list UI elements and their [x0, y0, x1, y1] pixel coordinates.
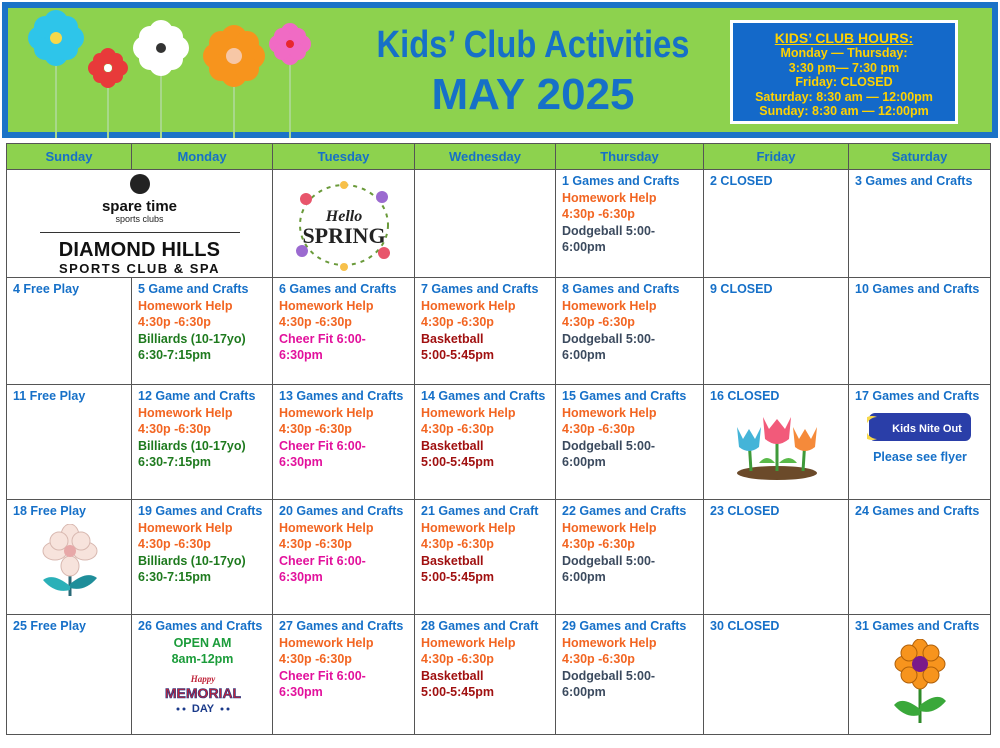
- day-title: 24 Games and Crafts: [855, 504, 980, 518]
- hours-box: [730, 20, 958, 124]
- club-logo: [7, 170, 273, 278]
- hours-heading: KIDS’ CLUB HOURS:: [774, 30, 914, 46]
- activity-dodgeball: Dodgeball 5:00-: [562, 553, 656, 568]
- kids-nite-out-label: Kids Nite Out: [892, 422, 962, 435]
- day-cell-28: [415, 615, 556, 735]
- activity-homework: Homework Help: [279, 405, 374, 420]
- activity-homework: Homework Help: [279, 298, 374, 313]
- day-title: 16 CLOSED: [710, 389, 780, 403]
- weekday-header: Tuesday: [273, 144, 415, 170]
- activity-time: 6:00pm: [562, 685, 606, 700]
- brand-subtitle: sports clubs: [115, 213, 164, 224]
- day-title: 25 Free Play: [13, 619, 86, 633]
- activity-homework: Homework Help: [562, 405, 657, 420]
- tulips-icon: [729, 409, 825, 481]
- activity-homework: Homework Help: [138, 298, 233, 313]
- activity-time: 4:30p -6:30p: [138, 537, 211, 552]
- activity-time: 6:00pm: [562, 348, 606, 363]
- activity-time: 5:00-5:45pm: [421, 685, 494, 700]
- activity-time: 4:30p -6:30p: [279, 652, 352, 667]
- day-title: 28 Games and Craft: [421, 619, 539, 633]
- day-cell-8: [556, 278, 704, 385]
- day-title: 12 Game and Crafts: [138, 389, 256, 403]
- day-cell-23: [704, 500, 849, 615]
- memorial-day-word: DAY: [191, 702, 214, 715]
- activity-time: 4:30p -6:30p: [562, 422, 635, 437]
- day-title: 17 Games and Crafts: [855, 389, 980, 403]
- svg-text:SPRING: SPRING: [302, 223, 386, 248]
- activity-billiards: Billiards (10-17yo): [138, 553, 246, 568]
- activity-time: 4:30p -6:30p: [421, 537, 494, 552]
- day-cell-25: [7, 615, 132, 735]
- hours-line: Sunday: 8:30 am — 12:00pm: [759, 104, 929, 118]
- activity-homework: Homework Help: [421, 635, 516, 650]
- day-title: 15 Games and Crafts: [562, 389, 687, 403]
- club-name: DIAMOND HILLS: [58, 238, 221, 261]
- kids-nite-out-icon: [867, 409, 973, 445]
- hours-line: Saturday: 8:30 am — 12:00pm: [755, 89, 933, 104]
- day-cell-2: [704, 170, 849, 278]
- day-cell-11: [7, 385, 132, 500]
- activity-homework: Homework Help: [562, 298, 657, 313]
- day-cell-18: [7, 500, 132, 615]
- hours-line: 3:30 pm— 7:30 pm: [788, 60, 900, 75]
- day-title: 7 Games and Crafts: [421, 282, 539, 296]
- day-cell-27: [273, 615, 415, 735]
- activity-time: 6:30pm: [279, 348, 323, 363]
- activity-basketball: Basketball: [421, 553, 484, 568]
- day-title: 18 Free Play: [13, 504, 86, 518]
- header-banner: [2, 2, 998, 138]
- activity-time: 4:30p -6:30p: [562, 207, 635, 222]
- svg-text:Hello: Hello: [325, 208, 363, 225]
- day-title: 27 Games and Crafts: [279, 619, 404, 633]
- activity-time: 4:30p -6:30p: [562, 652, 635, 667]
- activity-time: 5:00-5:45pm: [421, 570, 494, 585]
- calendar-table: [6, 143, 991, 735]
- day-title: 6 Games and Crafts: [279, 282, 397, 296]
- activity-time: 8am-12pm: [171, 652, 234, 667]
- day-title: 9 CLOSED: [710, 282, 773, 296]
- club-subtitle: SPORTS CLUB & SPA: [58, 260, 221, 276]
- day-cell-21: [415, 500, 556, 615]
- day-cell-4: [7, 278, 132, 385]
- day-title: 8 Games and Crafts: [562, 282, 680, 296]
- activity-basketball: Basketball: [421, 331, 484, 346]
- day-cell-13: [273, 385, 415, 500]
- activity-time: 6:30pm: [279, 570, 323, 585]
- day-title: 11 Free Play: [13, 389, 86, 403]
- day-title: 22 Games and Crafts: [562, 504, 687, 518]
- flyer-note: Please see flyer: [873, 449, 967, 464]
- week-row: [7, 170, 991, 278]
- day-cell-19: [132, 500, 273, 615]
- memorial-happy: Happy: [190, 673, 215, 684]
- weekday-header-row: [7, 144, 991, 170]
- day-cell-5: [132, 278, 273, 385]
- activity-time: 6:30-7:15pm: [138, 348, 211, 363]
- day-title: 10 Games and Crafts: [855, 282, 980, 296]
- day-cell-22: [556, 500, 704, 615]
- activity-cheer-fit: Cheer Fit 6:00-: [279, 331, 366, 346]
- activity-time: 6:00pm: [562, 240, 606, 255]
- weekday-header: Thursday: [556, 144, 704, 170]
- weekday-header: Monday: [132, 144, 273, 170]
- week-row: [7, 615, 991, 735]
- day-cell-16: [704, 385, 849, 500]
- activity-time: 6:00pm: [562, 570, 606, 585]
- activity-time: 5:00-5:45pm: [421, 455, 494, 470]
- activity-time: 4:30p -6:30p: [562, 315, 635, 330]
- activity-homework: Homework Help: [138, 520, 233, 535]
- hours-line: Friday: CLOSED: [795, 75, 893, 89]
- activity-time: 4:30p -6:30p: [562, 537, 635, 552]
- spring-art-cell: [273, 170, 415, 278]
- activity-billiards: Billiards (10-17yo): [138, 438, 246, 453]
- activity-time: 4:30p -6:30p: [138, 422, 211, 437]
- activity-cheer-fit: Cheer Fit 6:00-: [279, 553, 366, 568]
- day-title: 19 Games and Crafts: [138, 504, 263, 518]
- activity-time: 5:00-5:45pm: [421, 348, 494, 363]
- activity-dodgeball: Dodgeball 5:00-: [562, 438, 656, 453]
- activity-homework: Homework Help: [279, 520, 374, 535]
- weekday-header: Saturday: [849, 144, 991, 170]
- activity-time: 4:30p -6:30p: [279, 315, 352, 330]
- logo-divider: [40, 232, 240, 233]
- activity-dodgeball: Dodgeball 5:00-: [562, 668, 656, 683]
- activity-dodgeball: Dodgeball 5:00-: [562, 223, 656, 238]
- activity-time: 4:30p -6:30p: [279, 537, 352, 552]
- weekday-header: Sunday: [7, 144, 132, 170]
- activity-billiards: Billiards (10-17yo): [138, 331, 246, 346]
- brand-name: spare time: [101, 197, 178, 215]
- activity-homework: Homework Help: [421, 405, 516, 420]
- orange-flower-icon: [888, 639, 952, 725]
- activity-basketball: Basketball: [421, 668, 484, 683]
- weekday-header: Wednesday: [415, 144, 556, 170]
- day-cell-3: [849, 170, 991, 278]
- activity-time: 4:30p -6:30p: [421, 315, 494, 330]
- activity-time: 6:00pm: [562, 455, 606, 470]
- day-title: 14 Games and Crafts: [421, 389, 546, 403]
- activity-basketball: Basketball: [421, 438, 484, 453]
- activity-homework: Homework Help: [421, 298, 516, 313]
- month-title: MAY 2025: [431, 70, 635, 119]
- flower-icon: [35, 524, 105, 598]
- day-title: 3 Games and Crafts: [855, 174, 973, 188]
- day-title: 4 Free Play: [13, 282, 80, 296]
- day-cell-24: [849, 500, 991, 615]
- week-row: [7, 385, 991, 500]
- activity-time: 6:30-7:15pm: [138, 455, 211, 470]
- day-title: 1 Games and Crafts: [562, 174, 680, 188]
- hello-spring-icon: [284, 177, 404, 273]
- week-row: [7, 500, 991, 615]
- day-cell-29: [556, 615, 704, 735]
- memorial-day-icon: [158, 672, 248, 716]
- day-cell-9: [704, 278, 849, 385]
- day-title: 23 CLOSED: [710, 504, 780, 518]
- day-title: 5 Game and Crafts: [138, 282, 249, 296]
- activity-homework: Homework Help: [138, 405, 233, 420]
- activity-time: 4:30p -6:30p: [421, 652, 494, 667]
- spare-time-logo-icon: [130, 174, 150, 194]
- activity-time: 4:30p -6:30p: [421, 422, 494, 437]
- day-cell-20: [273, 500, 415, 615]
- day-cell-14: [415, 385, 556, 500]
- day-title: 13 Games and Crafts: [279, 389, 404, 403]
- activity-homework: Homework Help: [562, 190, 657, 205]
- day-cell-7: [415, 278, 556, 385]
- flowers-decoration: [8, 8, 328, 138]
- activity-homework: Homework Help: [421, 520, 516, 535]
- activity-homework: Homework Help: [562, 635, 657, 650]
- weekday-header: Friday: [704, 144, 849, 170]
- day-cell-12: [132, 385, 273, 500]
- day-cell-15: [556, 385, 704, 500]
- day-cell-31: [849, 615, 991, 735]
- day-cell-17: [849, 385, 991, 500]
- day-title: 20 Games and Crafts: [279, 504, 404, 518]
- day-cell-6: [273, 278, 415, 385]
- day-title: 26 Games and Crafts: [138, 619, 263, 633]
- activity-cheer-fit: Cheer Fit 6:00-: [279, 668, 366, 683]
- activity-dodgeball: Dodgeball 5:00-: [562, 331, 656, 346]
- activity-homework: Homework Help: [279, 635, 374, 650]
- hours-line: Monday — Thursday:: [780, 46, 908, 60]
- activity-homework: Homework Help: [562, 520, 657, 535]
- day-cell-30: [704, 615, 849, 735]
- open-am-note: OPEN AM: [173, 635, 232, 650]
- activity-time: 4:30p -6:30p: [279, 422, 352, 437]
- day-title: 29 Games and Crafts: [562, 619, 687, 633]
- day-cell-10: [849, 278, 991, 385]
- activity-cheer-fit: Cheer Fit 6:00-: [279, 438, 366, 453]
- day-title: 2 CLOSED: [710, 174, 773, 188]
- activity-time: 4:30p -6:30p: [138, 315, 211, 330]
- week-row: [7, 278, 991, 385]
- activity-time: 6:30pm: [279, 685, 323, 700]
- day-title: 21 Games and Craft: [421, 504, 539, 518]
- activity-time: 6:30pm: [279, 455, 323, 470]
- day-title: 30 CLOSED: [710, 619, 780, 633]
- day-cell-1: [556, 170, 704, 278]
- day-cell-26: [132, 615, 273, 735]
- activity-time: 6:30-7:15pm: [138, 570, 211, 585]
- empty-cell: [415, 170, 556, 278]
- day-title: 31 Games and Crafts: [855, 619, 980, 633]
- page-title: Kids’ Club Activities: [376, 24, 690, 66]
- memorial-word: MEMORIAL: [164, 684, 241, 701]
